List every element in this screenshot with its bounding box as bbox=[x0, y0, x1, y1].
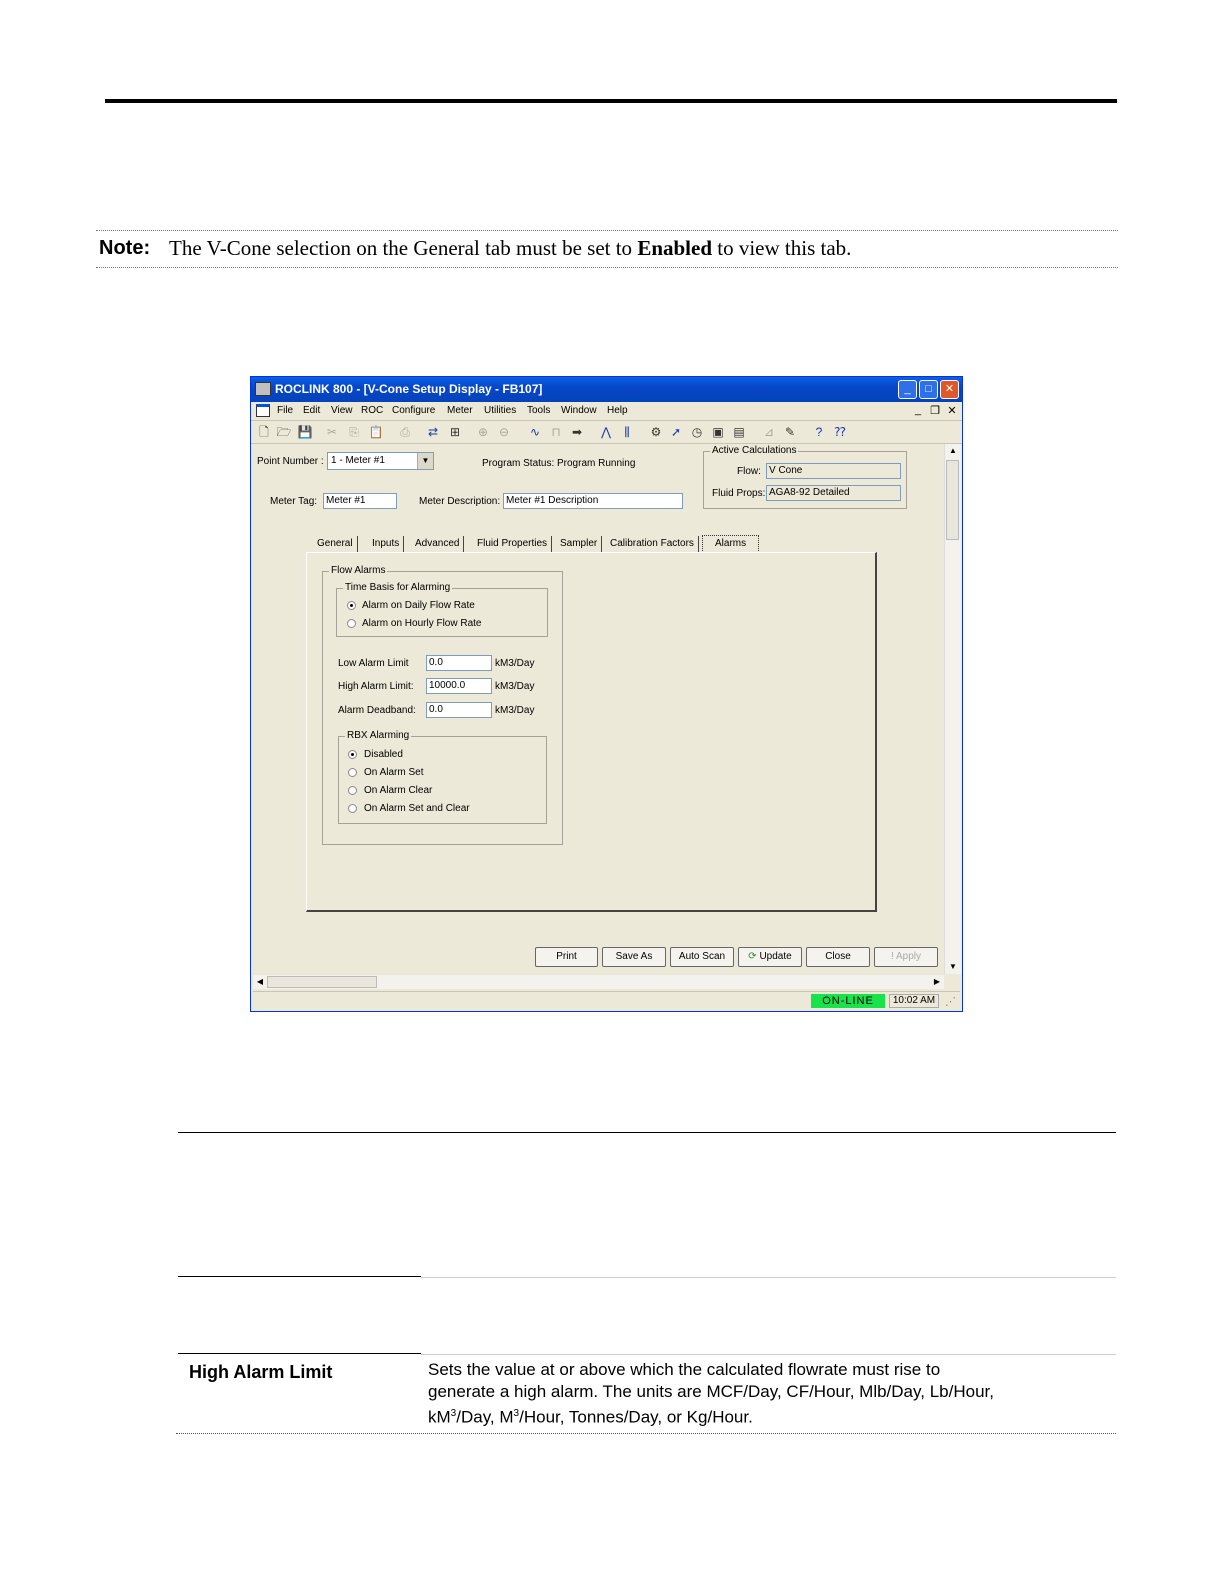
top-rule bbox=[105, 99, 1117, 103]
high-alarm-limit-input[interactable]: 10000.0 bbox=[426, 678, 492, 694]
rbx-alarming-title: RBX Alarming bbox=[347, 730, 410, 741]
high-alarm-limit-label: High Alarm Limit: bbox=[338, 681, 414, 692]
tab-alarms[interactable]: Alarms bbox=[702, 535, 759, 553]
zoom-in-icon[interactable]: ⊕ bbox=[477, 425, 489, 439]
deadband-unit: kM3/Day bbox=[495, 705, 535, 716]
low-alarm-limit-label: Low Alarm Limit bbox=[338, 658, 409, 669]
update-button[interactable] bbox=[738, 947, 802, 967]
device-directory-icon[interactable]: ⊞ bbox=[449, 425, 461, 439]
menu-help[interactable]: Help bbox=[607, 405, 628, 416]
exclamation-icon: ! bbox=[890, 951, 894, 962]
hourly-flow-label: Alarm on Hourly Flow Rate bbox=[362, 618, 482, 629]
point-number-value: 1 - Meter #1 bbox=[331, 455, 385, 466]
close-button[interactable]: Close bbox=[806, 947, 870, 967]
setup-display bbox=[251, 444, 944, 974]
scroll-right-icon[interactable]: ▶ bbox=[933, 977, 941, 986]
point-number-label: Point Number : bbox=[257, 456, 324, 467]
program-status-label: Program Status: bbox=[482, 458, 555, 469]
menu-view[interactable]: View bbox=[331, 405, 353, 416]
rbx-disabled-radio[interactable] bbox=[348, 750, 357, 759]
meter-description-input[interactable]: Meter #1 Description bbox=[503, 493, 683, 509]
menu-window[interactable]: Window bbox=[561, 405, 597, 416]
open-folder-icon[interactable]: 🗁 bbox=[276, 425, 292, 439]
table-rule-3 bbox=[178, 1353, 421, 1354]
paste-icon[interactable]: 📋 bbox=[368, 425, 384, 439]
trend-icon[interactable]: ⊿ bbox=[763, 425, 775, 439]
discrete-input-icon[interactable]: ⊓ bbox=[551, 425, 561, 439]
menu-roc[interactable]: ROC bbox=[361, 405, 384, 416]
time-basis-title: Time Basis for Alarming bbox=[345, 582, 451, 593]
vertical-scrollbar[interactable] bbox=[944, 444, 961, 974]
pulse-icon[interactable]: ⫼ bbox=[624, 425, 630, 439]
rbx-alarm-clear-radio[interactable] bbox=[348, 786, 357, 795]
rbx-alarm-set-radio[interactable] bbox=[348, 768, 357, 777]
note-label: Note: bbox=[99, 237, 151, 259]
param-desc-line1: Sets the value at or above which the calculated flowrate must rise to bbox=[428, 1360, 941, 1379]
vertical-scroll-thumb[interactable] bbox=[946, 460, 959, 540]
copy-icon[interactable]: ⎘ bbox=[349, 425, 359, 439]
meter-description-label: Meter Description: bbox=[419, 496, 501, 507]
context-help-icon[interactable]: ⁇ bbox=[834, 425, 846, 439]
save-disk-icon[interactable]: 💾 bbox=[297, 425, 313, 439]
rbx-alarm-set-label: On Alarm Set bbox=[364, 767, 424, 778]
toolbar bbox=[251, 421, 962, 444]
table-rule-2 bbox=[178, 1276, 421, 1277]
close-window-button[interactable]: ✕ bbox=[940, 380, 959, 399]
low-alarm-limit-input[interactable]: 0.0 bbox=[426, 655, 492, 671]
menu-bar bbox=[251, 402, 962, 421]
high-alarm-unit: kM3/Day bbox=[495, 681, 535, 692]
update-label: Update bbox=[759, 951, 792, 962]
alarm-deadband-label: Alarm Deadband: bbox=[338, 705, 416, 716]
menu-configure[interactable]: Configure bbox=[392, 405, 436, 416]
status-clock: 10:02 AM bbox=[889, 994, 939, 1008]
apply-button[interactable] bbox=[874, 947, 938, 967]
maximize-button[interactable]: □ bbox=[919, 380, 938, 399]
rbx-set-and-clear-radio[interactable] bbox=[348, 804, 357, 813]
alarms-tab-panel bbox=[306, 552, 877, 912]
rbx-alarm-clear-label: On Alarm Clear bbox=[364, 785, 433, 796]
note-text bbox=[169, 236, 851, 261]
analog-input-icon[interactable]: ∿ bbox=[529, 425, 541, 439]
display-icon[interactable]: ▣ bbox=[712, 425, 724, 439]
document-icon bbox=[256, 404, 270, 417]
daily-flow-radio[interactable] bbox=[347, 601, 356, 610]
flow-alarms-title: Flow Alarms bbox=[331, 565, 386, 576]
meter-setup-icon[interactable]: ⚙ bbox=[650, 425, 662, 439]
mdi-minimize-button[interactable]: _ bbox=[914, 404, 922, 416]
point-number-dropdown[interactable] bbox=[327, 452, 434, 470]
history-icon[interactable]: ➚ bbox=[670, 425, 682, 439]
fluid-props-label: Fluid Props: bbox=[712, 488, 766, 499]
zoom-out-icon[interactable]: ⊖ bbox=[498, 425, 510, 439]
table-rule-top bbox=[178, 1132, 1116, 1133]
tab-inputs[interactable]: Inputs bbox=[368, 536, 404, 552]
tab-advanced[interactable]: Advanced bbox=[411, 536, 464, 552]
note-text-before: The V-Cone selection on the General tab must be set to bbox=[169, 236, 633, 260]
print-button[interactable]: Print bbox=[535, 947, 598, 967]
report-icon[interactable]: ✎ bbox=[784, 425, 796, 439]
menu-edit[interactable]: Edit bbox=[303, 405, 321, 416]
meter-tag-label: Meter Tag: bbox=[270, 496, 318, 507]
table-rule-3b bbox=[421, 1354, 1116, 1355]
pid-icon[interactable]: ⋀ bbox=[601, 425, 611, 439]
scroll-down-icon[interactable]: ▼ bbox=[949, 962, 957, 971]
active-calculations-group bbox=[703, 445, 907, 509]
connect-icon[interactable]: ⇄ bbox=[427, 425, 439, 439]
tab-general[interactable]: General bbox=[313, 536, 358, 552]
time-basis-group bbox=[336, 582, 548, 637]
param-desc-sup1: 3 bbox=[450, 1408, 457, 1419]
active-calculations-title: Active Calculations bbox=[712, 445, 797, 456]
menu-file[interactable]: File bbox=[277, 405, 294, 416]
cut-icon[interactable]: ✂ bbox=[326, 425, 338, 439]
note-box bbox=[96, 230, 1118, 268]
horizontal-scrollbar[interactable] bbox=[253, 975, 944, 989]
help-icon[interactable]: ? bbox=[815, 425, 823, 439]
param-desc-line2: generate a high alarm. The units are MCF/Day, CF/Hour, Mlb/Day, Lb/Hour, bbox=[428, 1382, 994, 1401]
menu-utilities[interactable]: Utilities bbox=[484, 405, 517, 416]
low-alarm-unit: kM3/Day bbox=[495, 658, 535, 669]
daily-flow-label: Alarm on Daily Flow Rate bbox=[362, 600, 475, 611]
display-editor-icon[interactable]: ▤ bbox=[733, 425, 745, 439]
scroll-up-icon[interactable]: ▲ bbox=[949, 446, 957, 455]
mdi-restore-button[interactable]: ❐ bbox=[930, 405, 940, 417]
scroll-left-icon[interactable]: ◀ bbox=[256, 977, 264, 986]
auto-scan-button[interactable]: Auto Scan bbox=[670, 947, 734, 967]
clock-icon[interactable]: ◷ bbox=[691, 425, 703, 439]
hourly-flow-radio[interactable] bbox=[347, 619, 356, 628]
window-title: ROCLINK 800 - [V-Cone Setup Display - FB107] bbox=[275, 382, 543, 396]
param-desc-line3-b: /Day, M bbox=[456, 1407, 514, 1427]
rbx-disabled-label: Disabled bbox=[364, 749, 403, 760]
note-text-after: to view this tab. bbox=[717, 236, 852, 260]
param-desc-line3-c: /Hour, Tonnes/Day, or Kg/Hour. bbox=[519, 1407, 753, 1427]
roclink-window bbox=[250, 376, 963, 1012]
param-description bbox=[428, 1359, 1108, 1429]
online-status-badge: ON-LINE bbox=[811, 994, 885, 1008]
alarm-deadband-input[interactable]: 0.0 bbox=[426, 702, 492, 718]
rbx-set-and-clear-label: On Alarm Set and Clear bbox=[364, 803, 470, 814]
flow-alarms-group bbox=[322, 565, 563, 845]
table-rule-2b bbox=[421, 1277, 1116, 1278]
param-desc-line3-a: kM bbox=[428, 1407, 451, 1427]
title-bar[interactable] bbox=[251, 377, 962, 402]
param-desc-sup2: 3 bbox=[513, 1408, 520, 1419]
param-name: High Alarm Limit bbox=[189, 1362, 333, 1382]
minimize-button[interactable]: _ bbox=[898, 380, 917, 399]
rbx-alarming-group bbox=[338, 730, 547, 824]
tab-calibration-factors[interactable]: Calibration Factors bbox=[606, 536, 699, 552]
status-bar bbox=[253, 991, 960, 1010]
fluid-props-field: AGA8-92 Detailed bbox=[766, 485, 901, 501]
meter-tag-input[interactable]: Meter #1 bbox=[323, 493, 397, 509]
note-bold: Enabled bbox=[637, 236, 713, 260]
flow-label: Flow: bbox=[737, 466, 761, 477]
refresh-icon: ⟳ bbox=[748, 951, 757, 962]
flow-field: V Cone bbox=[766, 463, 901, 479]
menu-meter[interactable]: Meter bbox=[447, 405, 473, 416]
apply-label: Apply bbox=[896, 951, 922, 962]
horizontal-scroll-thumb[interactable] bbox=[267, 976, 377, 988]
tab-sampler[interactable]: Sampler bbox=[556, 536, 602, 552]
tab-fluid-properties[interactable]: Fluid Properties bbox=[473, 536, 552, 552]
app-icon bbox=[255, 382, 271, 396]
output-icon[interactable]: ➡ bbox=[571, 425, 583, 439]
save-as-button[interactable]: Save As bbox=[602, 947, 666, 967]
mdi-close-button[interactable]: ✕ bbox=[947, 405, 957, 417]
resize-grip-icon[interactable]: ⋰ bbox=[945, 996, 956, 1008]
table-rule-bottom bbox=[176, 1432, 1116, 1434]
print-icon[interactable]: ⎙ bbox=[400, 425, 410, 439]
chevron-down-icon[interactable]: ▼ bbox=[417, 453, 433, 469]
menu-tools[interactable]: Tools bbox=[527, 405, 551, 416]
program-status-value: Program Running bbox=[557, 458, 636, 469]
new-file-icon[interactable]: 🗋 bbox=[259, 425, 269, 439]
